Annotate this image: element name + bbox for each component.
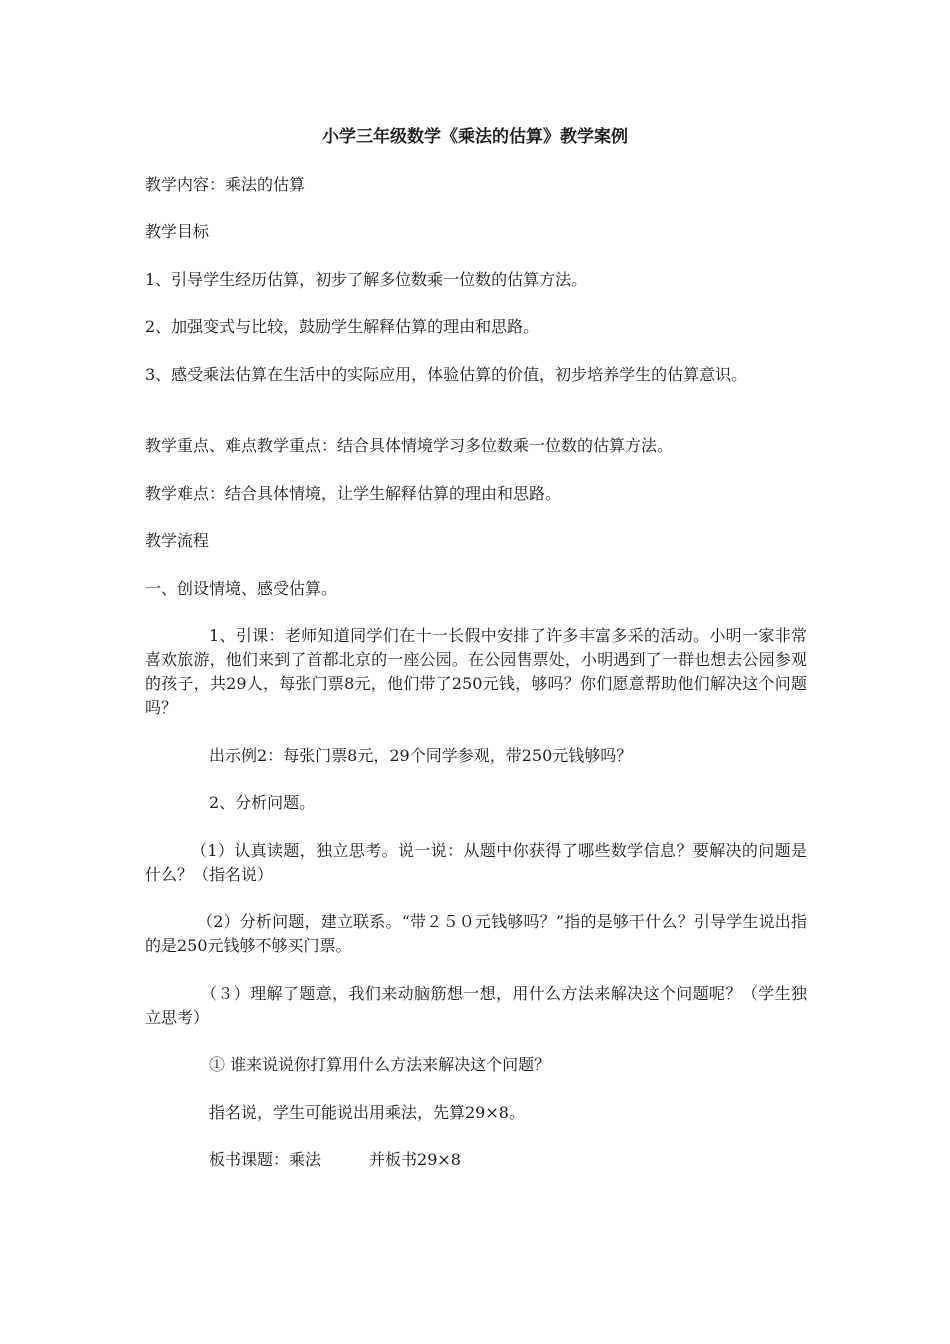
key-points: 教学重点、难点教学重点：结合具体情境学习多位数乘一位数的估算方法。 xyxy=(145,436,674,455)
example-line: 出示例2：每张门票8元，29个同学参观，带250元钱够吗？ xyxy=(209,746,633,765)
document-title: 小学三年级数学《乘法的估算》教学案例 xyxy=(322,127,628,147)
goal-1: 1、引导学生经历估算，初步了解多位数乘一位数的估算方法。 xyxy=(145,270,588,289)
step-3-paragraph: （３）理解了题意，我们来动脑筋想一想，用什么方法来解决这个问题呢？（学生独立思考） xyxy=(145,984,807,1027)
goal-2: 2、加强变式与比较，鼓励学生解释估算的理由和思路。 xyxy=(145,317,540,336)
intro-paragraph: 1、引课：老师知道同学们在十一长假中安排了许多丰富多采的活动。小明一家非常喜欢旅游，他们来到了首都北京的一座公园。在公园售票处，小明遇到了一群也想去公园参观的孩子，共29人，每张门票8元，他们带了250元钱，够吗？你们愿意帮助他们解决这个问题吗？ xyxy=(145,626,807,717)
analysis-heading: 2、分析问题。 xyxy=(209,793,316,812)
process-heading: 教学流程 xyxy=(145,531,210,550)
section-1-heading: 一、创设情境、感受估算。 xyxy=(145,579,338,598)
difficult-points: 教学难点：结合具体情境，让学生解释估算的理由和思路。 xyxy=(145,484,562,503)
teaching-content-line: 教学内容：乘法的估算 xyxy=(145,175,306,194)
goal-3: 3、感受乘法估算在生活中的实际应用，体验估算的价值，初步培养学生的估算意识。 xyxy=(145,365,748,384)
answer-line: 指名说，学生可能说出用乘法，先算29×8。 xyxy=(209,1103,525,1122)
circle-1-line: ① 谁来说说你打算用什么方法来解决这个问题？ xyxy=(209,1055,551,1074)
board-line xyxy=(145,1148,807,1172)
step-2-paragraph: （2）分析问题，建立联系。“带２５０元钱够吗？”指的是够干什么？引导学生说出指的是250元钱够不够买门票。 xyxy=(145,912,807,955)
goals-heading: 教学目标 xyxy=(145,222,210,241)
board-value: 并板书29×8 xyxy=(369,1150,461,1169)
step-1-paragraph: （1）认真读题，独立思考。说一说：从题中你获得了哪些数学信息？要解决的问题是什么？（指名说） xyxy=(145,841,807,884)
board-label: 板书课题：乘法 xyxy=(209,1150,322,1169)
